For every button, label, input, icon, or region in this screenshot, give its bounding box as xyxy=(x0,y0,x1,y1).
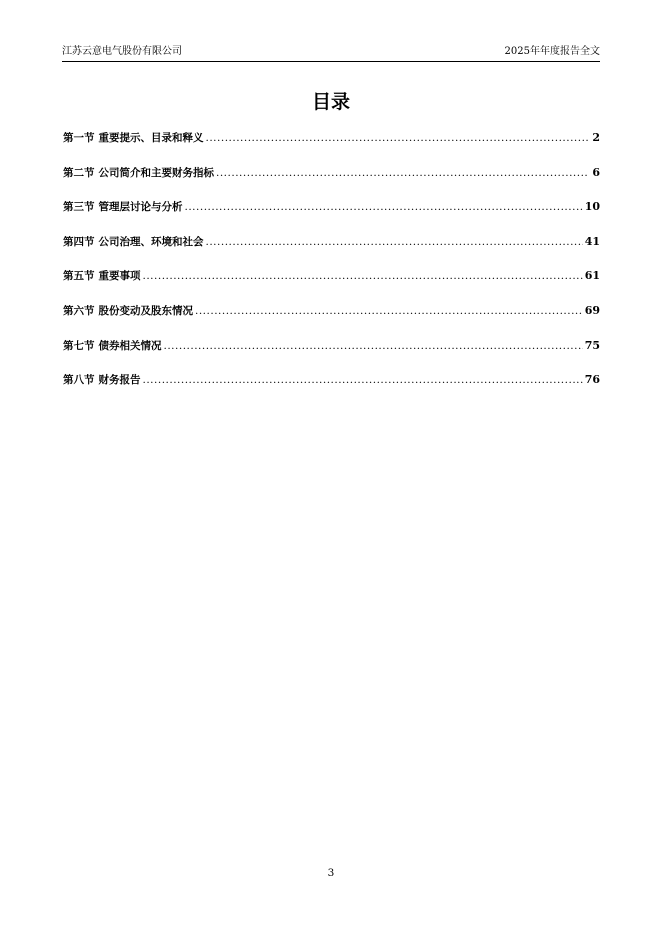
toc-section-name: 股份变动及股东情况 xyxy=(98,304,193,317)
toc-page-number: 41 xyxy=(584,234,600,248)
toc-entry-3[interactable] xyxy=(63,198,600,215)
toc-section-label: 第四节 xyxy=(63,235,95,248)
toc-entry-1[interactable] xyxy=(63,129,600,146)
toc-page-number: 76 xyxy=(584,373,600,387)
toc-section-label: 第七节 xyxy=(63,339,95,352)
toc-section-label: 第五节 xyxy=(63,270,95,283)
toc-dot-leader xyxy=(206,130,589,147)
toc-section-label: 第二节 xyxy=(63,166,95,179)
toc-page-number: 2 xyxy=(592,131,600,144)
toc-section-label: 第八节 xyxy=(63,374,95,387)
toc-entry-8[interactable] xyxy=(63,371,600,388)
table-of-contents xyxy=(63,129,600,406)
toc-page-number: 6 xyxy=(592,165,600,179)
toc-dot-leader xyxy=(164,338,583,355)
toc-page-number: 69 xyxy=(584,303,600,317)
toc-dot-leader xyxy=(143,268,583,285)
page-number: 3 xyxy=(327,867,335,879)
toc-entry-7[interactable] xyxy=(63,337,600,354)
toc-dot-leader xyxy=(143,372,583,389)
toc-section-label: 第三节 xyxy=(63,201,95,214)
company-name: 江苏云意电气股份有限公司 xyxy=(62,46,182,57)
toc-entry-4[interactable] xyxy=(63,233,600,250)
toc-section-name: 重要提示、目录和释义 xyxy=(98,132,204,144)
toc-dot-leader xyxy=(216,165,588,182)
toc-page-number: 10 xyxy=(584,200,600,214)
toc-dot-leader xyxy=(195,303,583,320)
toc-section-name: 债券相关情况 xyxy=(98,339,162,352)
toc-entry-2[interactable] xyxy=(63,164,600,181)
toc-section-name: 重要事项 xyxy=(98,270,141,283)
toc-dot-leader xyxy=(185,199,583,216)
toc-page-number: 75 xyxy=(584,338,600,352)
toc-section-name: 管理层讨论与分析 xyxy=(98,201,183,214)
toc-entry-5[interactable] xyxy=(63,267,600,284)
page-title: 目录 xyxy=(311,91,350,113)
toc-section-label: 第六节 xyxy=(63,304,95,317)
toc-page-number: 61 xyxy=(584,269,600,283)
report-title: 2025年年度报告全文 xyxy=(504,46,600,57)
toc-section-label: 第一节 xyxy=(63,132,95,144)
toc-section-name: 财务报告 xyxy=(98,374,141,387)
toc-dot-leader xyxy=(206,234,583,251)
toc-section-name: 公司简介和主要财务指标 xyxy=(98,166,214,179)
page-header xyxy=(62,45,600,62)
toc-section-name: 公司治理、环境和社会 xyxy=(98,235,204,248)
toc-entry-6[interactable] xyxy=(63,302,600,319)
